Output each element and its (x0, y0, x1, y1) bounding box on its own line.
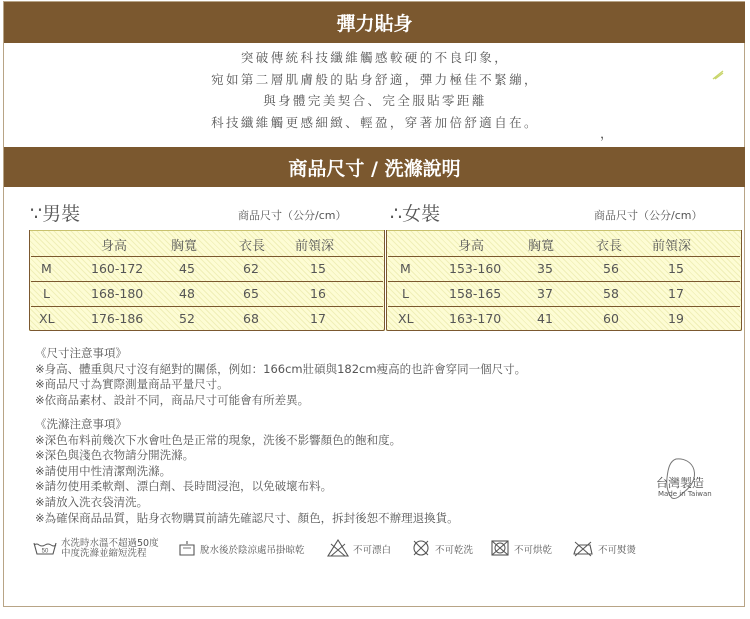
women-title: ∴女裝 (390, 203, 441, 225)
cell-size: L (402, 286, 409, 301)
cell-height: 153-160 (449, 261, 502, 276)
intro-text (0, 47, 750, 133)
care-no-iron (572, 539, 636, 559)
cell-chest: 45 (179, 261, 195, 276)
size-banner: 商品尺寸 / 洗滌說明 (4, 147, 745, 187)
wash-instruction: 水洗時水溫不超過50度 (61, 538, 159, 549)
header-neck: 前領深 (652, 239, 692, 254)
men-title: ∵男裝 (30, 203, 81, 225)
header-neck: 前領深 (295, 239, 335, 254)
cell-length: 56 (603, 261, 619, 276)
cell-height: 163-170 (449, 311, 502, 326)
hang-dry-icon (178, 540, 196, 559)
care-no-tumble (490, 539, 552, 559)
fit-banner: 彈力貼身 (4, 2, 745, 43)
wash-notes (35, 417, 459, 526)
row-divider (388, 281, 740, 282)
cell-chest: 48 (179, 286, 195, 301)
leaf-icon (712, 70, 724, 83)
wash-note: ※請放入洗衣袋清洗。 (35, 494, 149, 509)
intro-line: 宛如第二層肌膚般的貼身舒適，彈力極佳不緊繃， (211, 71, 539, 87)
intro-line: 科技纖維觸更感細緻、輕盈，穿著加倍舒適自在。 (211, 114, 539, 130)
row-divider (388, 256, 740, 257)
row-divider (31, 281, 383, 282)
cell-neck: 19 (668, 311, 684, 326)
intro-line: 突破傳統科技纖維觸感較硬的不良印象， (240, 50, 510, 65)
cell-size: XL (39, 311, 55, 326)
cell-neck: 17 (310, 311, 326, 326)
care-wash (33, 539, 159, 559)
cell-neck: 15 (310, 261, 326, 276)
men-unit: 商品尺寸（公分/cm） (238, 209, 347, 222)
size-notes-title: 《尺寸注意事項》 (35, 346, 127, 360)
no-bleach-icon (327, 539, 349, 560)
row-divider (31, 256, 383, 257)
made-in-taiwan-badge (650, 456, 714, 502)
wash-notes-title: 《洗滌注意事項》 (35, 417, 127, 431)
wash-note: ※請勿使用柔軟劑、漂白劑、長時間浸泡，以免破壞布料。 (35, 479, 333, 494)
care-no-dryclean (411, 539, 473, 559)
header-chest: 胸寬 (171, 239, 198, 254)
cell-height: 176-186 (91, 311, 144, 326)
size-note: ※商品尺寸為實際測量商品平量尺寸。 (35, 377, 229, 392)
wash-note: ※請使用中性清潔劑洗滌。 (35, 463, 172, 478)
header-length: 衣長 (239, 239, 266, 254)
care-no-bleach (327, 539, 391, 559)
cell-length: 65 (243, 286, 259, 301)
stray-comma: ， (600, 127, 614, 142)
no-tumble-label: 不可烘乾 (514, 545, 553, 556)
made-in-zh: 台灣製造 (656, 476, 705, 490)
cell-length: 62 (243, 261, 259, 276)
size-note: ※依商品素材、設計不同，商品尺寸可能會有所差異。 (35, 392, 310, 407)
header-chest: 胸寬 (528, 239, 555, 254)
no-tumble-dry-icon (490, 539, 510, 560)
cell-size: M (41, 261, 52, 276)
cell-chest: 52 (179, 311, 195, 326)
women-unit: 商品尺寸（公分/cm） (594, 209, 703, 222)
cell-chest: 37 (537, 286, 553, 301)
wash-tub-icon (33, 540, 57, 559)
cell-chest: 41 (537, 311, 553, 326)
header-height: 身高 (458, 239, 485, 254)
header-length: 衣長 (596, 239, 623, 254)
wash-instruction: 中度洗滌並縮短洗程 (61, 548, 147, 559)
women-size-table (386, 230, 742, 331)
row-divider (31, 306, 383, 307)
cell-size: M (400, 261, 411, 276)
intro-line: 與身體完美契合、完全服貼零距離 (263, 93, 487, 108)
row-divider (388, 306, 740, 307)
cell-neck: 16 (310, 286, 326, 301)
cell-neck: 15 (668, 261, 684, 276)
cell-size: XL (398, 311, 414, 326)
cell-height: 168-180 (91, 286, 144, 301)
cell-height: 160-172 (91, 261, 144, 276)
made-in-en: Made in Taiwan (658, 490, 712, 498)
no-bleach-label: 不可漂白 (353, 545, 392, 556)
cell-length: 68 (243, 311, 259, 326)
men-size-table (29, 230, 385, 331)
cell-length: 58 (603, 286, 619, 301)
no-dryclean-label: 不可乾洗 (435, 545, 474, 556)
cell-length: 60 (603, 311, 619, 326)
cell-chest: 35 (537, 261, 553, 276)
wash-temp-label: 50 (41, 548, 49, 554)
cell-neck: 17 (668, 286, 684, 301)
wash-note: ※深色與淺色衣物請分開洗滌。 (35, 448, 195, 463)
no-dryclean-icon (411, 539, 431, 560)
no-iron-label: 不可熨燙 (598, 545, 637, 556)
wash-note: ※為確保商品品質，貼身衣物購買前請先確認尺寸、顏色，拆封後恕不辦理退換貨。 (35, 510, 459, 525)
header-height: 身高 (101, 239, 128, 254)
no-iron-icon (572, 539, 594, 560)
wash-note: ※深色布料前幾次下水會吐色是正常的現象，洗後不影響顏色的飽和度。 (35, 432, 402, 447)
care-dry (178, 539, 305, 559)
cell-size: L (43, 286, 50, 301)
dry-label: 脫水後於陰涼處吊掛晾乾 (200, 545, 305, 556)
size-notes (35, 346, 526, 408)
size-note: ※身高、體重與尺寸沒有絕對的關係，例如：166cm壯碩與182cm瘦高的也許會穿同一個尺寸。 (35, 361, 527, 376)
cell-height: 158-165 (449, 286, 502, 301)
